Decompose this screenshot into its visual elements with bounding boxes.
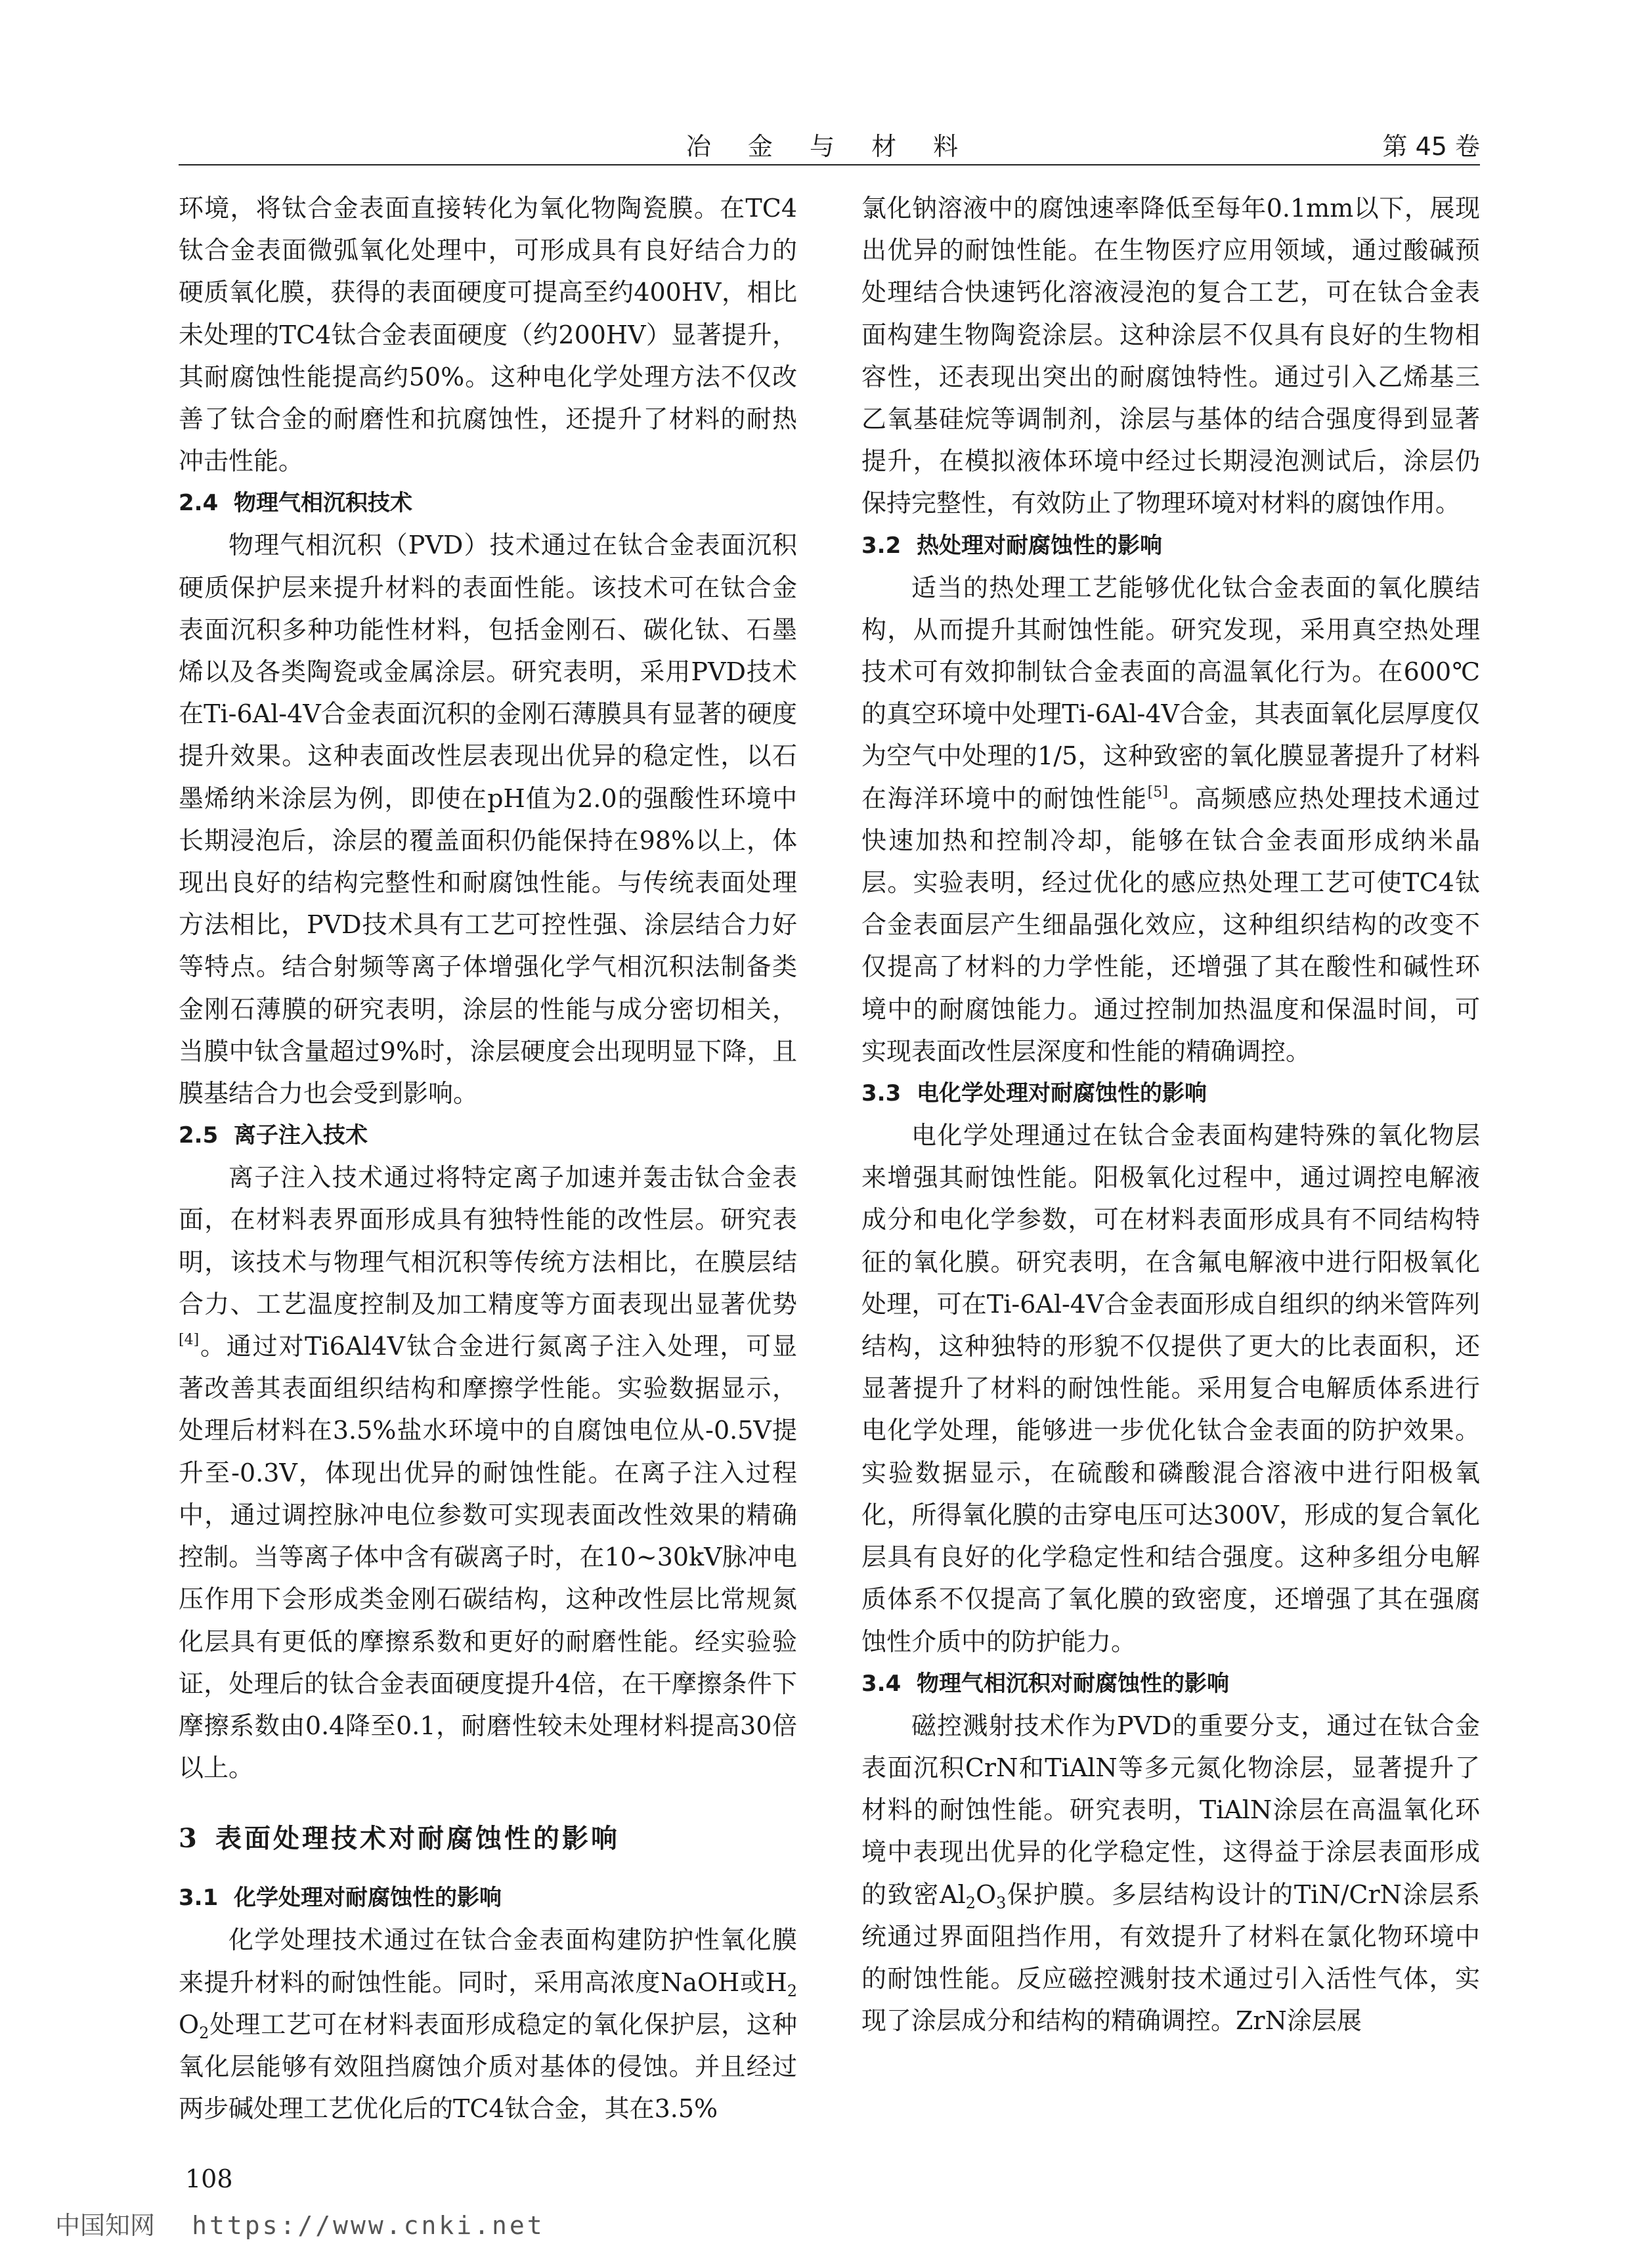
section-heading-2-5: [179, 1114, 797, 1156]
section-title: 表面处理技术对耐腐蚀性的影响: [215, 1823, 620, 1854]
section-number: 3.3: [861, 1080, 902, 1107]
section-title: 离子注入技术: [234, 1122, 368, 1149]
paragraph-ion-implantation: 离子注入技术通过将特定离子加速并轰击钛合金表面，在材料表界面形成具有独特性能的改性层。研究表明，该技术与物理气相沉积等传统方法相比，在膜层结合力、工艺温度控制及加工精度等方面表现出显著优势[4]。通过对Ti6Al4V钛合金进行氮离子注入处理，可显著改善其表面组织结构和摩擦学性能。实验数据显示，处理后材料在3.5%盐水环境中的自腐蚀电位从-0.5V提升至-0.3V，体现出优异的耐蚀性能。在离子注入过程中，通过调控脉冲电位参数可实现表面改性效果的精确控制。当等离子体中含有碳离子时，在10~30kV脉冲电压作用下会形成类金刚石碳结构，这种改性层比常规氮化层具有更低的摩擦系数和更好的耐磨性能。经实验验证，处理后的钛合金表面硬度提升4倍，在干摩擦条件下摩擦系数由0.4降至0.1，耐磨性较未处理材料提高30倍以上。: [179, 1163, 797, 1783]
citation-ref-4[interactable]: [4]: [179, 1332, 200, 1349]
section-number: 3.1: [179, 1885, 219, 1912]
section-heading-3-1: [179, 1877, 797, 1919]
journal-title: 冶 金 与 材 料: [685, 132, 973, 161]
section-number: 3.2: [861, 532, 902, 559]
section-heading-3-3: [861, 1072, 1480, 1114]
cnki-brand: 中国知网: [55, 2211, 156, 2240]
citation-ref-5[interactable]: [5]: [1147, 783, 1168, 800]
section-title: 物理气相沉积技术: [234, 490, 412, 517]
paragraph-continued: 氯化钠溶液中的腐蚀速率降低至每年0.1mm以下，展现出优异的耐蚀性能。在生物医疗应用领域，通过酸碱预处理结合快速钙化溶液浸泡的复合工艺，可在钛合金表面构建生物陶瓷涂层。这种涂层不仅具有良好的生物相容性，还表现出突出的耐腐蚀特性。通过引入乙烯基三乙氧基硅烷等调制剂，涂层与基体的结合强度得到显著提升，在模拟液体环境中经过长期浸泡测试后，涂层仍保持完整性，有效防止了物理环境对材料的腐蚀作用。: [861, 194, 1480, 518]
right-column: [861, 187, 1480, 2042]
paragraph-pvd: 物理气相沉积（PVD）技术通过在钛合金表面沉积硬质保护层来提升材料的表面性能。该技术可在钛合金表面沉积多种功能性材料，包括金刚石、碳化钛、石墨烯以及各类陶瓷或金属涂层。研究表明，采用PVD技术在Ti-6Al-4V合金表面沉积的金刚石薄膜具有显著的硬度提升效果。这种表面改性层表现出优异的稳定性，以石墨烯纳米涂层为例，即使在pH值为2.0的强酸性环境中长期浸泡后，涂层的覆盖面积仍能保持在98%以上，体现出良好的结构完整性和耐腐蚀性能。与传统表面处理方法相比，PVD技术具有工艺可控性强、涂层结合力好等特点。结合射频等离子体增强化学气相沉积法制备类金刚石薄膜的研究表明，涂层的性能与成分密切相关，当膜中钛含量超过9%时，涂层硬度会出现明显下降，且膜基结合力也会受到影响。: [179, 531, 797, 1108]
paragraph-chemical-treatment: 化学处理技术通过在钛合金表面构建防护性氧化膜来提升材料的耐蚀性能。同时，采用高浓度NaOH或$H_2O_2$处理工艺可在材料表面形成稳定的氧化保护层，这种氧化层能够有效阻挡腐蚀介质对基体的侵蚀。并且经过两步碱处理工艺优化后的TC4钛合金，其在3.5%: [179, 1925, 797, 2124]
cnki-url[interactable]: https://www.cnki.net: [192, 2211, 545, 2240]
section-heading-3: [179, 1818, 797, 1860]
section-heading-3-2: [861, 525, 1480, 567]
section-heading-3-4: [861, 1663, 1480, 1705]
page-number: 108: [185, 2164, 233, 2193]
footer-watermark: [55, 2205, 545, 2241]
paragraph-intro: 环境，将钛合金表面直接转化为氧化物陶瓷膜。在TC4钛合金表面微弧氧化处理中，可形成具有良好结合力的硬质氧化膜，获得的表面硬度可提高至约400HV，相比未处理的TC4钛合金表面硬度（约200HV）显著提升，其耐腐蚀性能提高约50%。这种电化学处理方法不仅改善了钛合金的耐磨性和抗腐蚀性，还提升了材料的耐热冲击性能。: [179, 194, 797, 476]
section-number: 2.5: [179, 1122, 219, 1149]
section-number: 3.4: [861, 1670, 902, 1697]
section-title: 热处理对耐腐蚀性的影响: [917, 532, 1162, 559]
left-column: [179, 187, 797, 2130]
section-title: 物理气相沉积对耐腐蚀性的影响: [917, 1670, 1229, 1697]
paragraph-magnetron-sputtering: 磁控溅射技术作为PVD的重要分支，通过在钛合金表面沉积CrN和TiAlN等多元氮化物涂层，显著提升了材料的耐蚀性能。研究表明，TiAlN涂层在高温氧化环境中表现出优异的化学稳定性，这得益于涂层表面形成的致密$Al_2O_3$保护膜。多层结构设计的TiN/CrN涂层系统通过界面阻挡作用，有效提升了材料在氯化物环境中的耐蚀性能。反应磁控溅射技术通过引入活性气体，实现了涂层成分和结构的精确调控。ZrN涂层展: [861, 1711, 1480, 2036]
paragraph-heat-treatment: 适当的热处理工艺能够优化钛合金表面的氧化膜结构，从而提升其耐蚀性能。研究发现，采用真空热处理技术可有效抑制钛合金表面的高温氧化行为。在600℃的真空环境中处理Ti-6Al-4V合金，其表面氧化层厚度仅为空气中处理的1/5，这种致密的氧化膜显著提升了材料在海洋环境中的耐蚀性能[5]。高频感应热处理技术通过快速加热和控制冷却，能够在钛合金表面形成纳米晶层。实验表明，经过优化的感应热处理工艺可使TC4钛合金表面层产生细晶强化效应，这种组织结构的改变不仅提高了材料的力学性能，还增强了其在酸性和碱性环境中的耐腐蚀能力。通过控制加热温度和保温时间，可实现表面改性层深度和性能的精确调控。: [861, 573, 1480, 1066]
volume-label: 第 45 卷: [1382, 132, 1480, 161]
section-number: 2.4: [179, 490, 219, 517]
section-title: 化学处理对耐腐蚀性的影响: [234, 1885, 502, 1912]
section-heading-2-4: [179, 482, 797, 524]
running-header: [179, 125, 1480, 165]
section-number: 3: [179, 1823, 200, 1854]
section-title: 电化学处理对耐腐蚀性的影响: [917, 1080, 1207, 1107]
paragraph-electrochemical: 电化学处理通过在钛合金表面构建特殊的氧化物层来增强其耐蚀性能。阳极氧化过程中，通过调控电解液成分和电化学参数，可在材料表面形成具有不同结构特征的氧化膜。研究表明，在含氟电解液中进行阳极氧化处理，可在Ti-6Al-4V合金表面形成自组织的纳米管阵列结构，这种独特的形貌不仅提供了更大的比表面积，还显著提升了材料的耐蚀性能。采用复合电解质体系进行电化学处理，能够进一步优化钛合金表面的防护效果。实验数据显示，在硫酸和磷酸混合溶液中进行阳极氧化，所得氧化膜的击穿电压可达300V，形成的复合氧化层具有良好的化学稳定性和结合强度。这种多组分电解质体系不仅提高了氧化膜的致密度，还增强了其在强腐蚀性介质中的防护能力。: [861, 1121, 1480, 1656]
